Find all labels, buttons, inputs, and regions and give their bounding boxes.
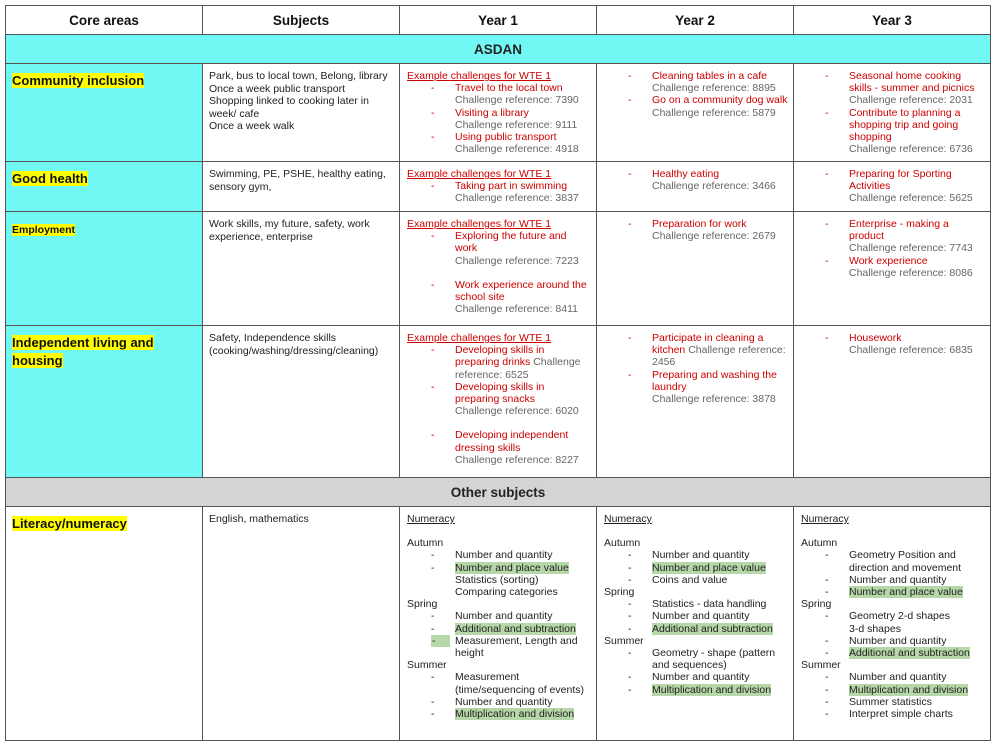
challenge-title: Taking part in swimming [455,180,568,193]
challenge-title: Exploring the future and work [455,230,567,255]
topic: Number and quantity [652,671,750,684]
list-item: - Summer statistics [801,696,985,708]
challenge-reference: Challenge reference: 6525 [455,356,581,381]
asdan-band [6,35,991,64]
list-item: - Multiplication and division [431,708,575,721]
list-item: - Number and quantity [604,549,788,561]
topic: Number and quantity [849,671,947,684]
year-2-cell [597,64,794,162]
list-item: - Coins and value [604,574,788,586]
core-area-label: Community inclusion [12,73,145,88]
list-item: - Additional and subtraction [431,622,576,635]
header-year-2: Year 2 [597,6,794,35]
subjects-cell [203,507,400,741]
topic: Number and quantity [455,695,553,708]
header-subjects: Subjects [203,6,400,35]
challenge-title: Developing independent dressing skills [455,429,569,454]
season-summer: Summer [604,634,644,647]
season-autumn: Autumn [407,537,444,550]
list-item: - Developing independent dressing skills Challenge reference: 8227 [407,429,591,466]
list-item: - Taking part in swimming Challenge reference: 3837 [407,180,591,204]
subject-line: Swimming, PE, PSHE, healthy eating, sensory gym, [209,168,386,193]
list-item: - Contribute to planning a shopping trip and going shopping Challenge reference: 6736 [801,107,985,156]
challenge-title: Preparing for Sporting Activities [849,168,952,193]
table-row [6,64,991,162]
list-item: - Interpret simple charts [801,708,985,720]
challenge-reference: Challenge reference: 7390 [455,94,579,107]
list-item: - Participate in cleaning a kitchen Challenge reference: 2456 [628,332,786,369]
challenge-title: Enterprise - making a product [849,218,949,243]
year-1-cell [400,326,597,478]
challenge-reference: Challenge reference: 5625 [849,192,973,205]
topic-highlighted: Number and place value [849,586,963,599]
topic-highlighted: Additional and subtraction [455,622,576,635]
list-item: - Number and quantity [407,696,591,708]
challenge-title: Go on a community dog walk [652,94,788,107]
list-item: - Preparation for work Challenge reference: 2679 [604,218,788,242]
list-item: - Number and place value [431,561,569,574]
topic: 3-d shapes [849,622,901,635]
subject-line: Park, bus to local town, Belong, library [209,70,388,82]
list-item: - Multiplication and division [825,683,969,696]
table-row [6,162,991,212]
challenge-title: Seasonal home cooking skills - summer and picnics [849,70,975,95]
list-item [801,623,985,635]
curriculum-table [5,5,991,741]
other-subjects-band-label: Other subjects [6,478,991,507]
numeracy-heading: Numeracy [801,513,849,525]
challenge-reference: Challenge reference: 9111 [455,118,578,131]
subject-line: Safety, Independence skills (cooking/washing/dressing/cleaning) [209,332,379,357]
list-item: - Developing skills in preparing drinks Challenge reference: 6525 [431,344,581,381]
list-item: - Visiting a library Challenge reference: 9111 [407,107,591,131]
list-item: - Measurement, Length and height [407,635,591,659]
core-area-cell [6,64,203,162]
list-item: - Measurement (time/sequencing of events) [407,671,591,695]
list-item: - Go on a community dog walk Challenge reference: 5879 [628,94,788,119]
core-area-cell [6,162,203,212]
list-item: - Housework Challenge reference: 6835 [801,332,985,356]
topic-highlighted: Multiplication and division [849,683,969,696]
challenge-reference: Challenge reference: 7223 [455,254,579,267]
challenge-title: Developing skills in preparing snacks [455,380,545,406]
list-item: - Multiplication and division [628,683,772,696]
list-item: - Preparing and washing the laundry Challenge reference: 3878 [604,369,788,406]
year-2-cell [597,507,794,741]
season-autumn: Autumn [604,537,641,550]
header-core-areas: Core areas [6,6,203,35]
asdan-band-label: ASDAN [6,35,991,64]
topic: Number and quantity [455,549,553,562]
topic: Measurement, Length and height [455,634,578,660]
core-area-label: Employment [12,224,76,236]
subjects-cell [203,64,400,162]
challenge-title: Visiting a library [455,106,529,119]
topic: Number and quantity [849,573,947,586]
topic: Number and quantity [849,634,947,647]
challenge-title: Preparing and washing the laundry [652,368,777,393]
challenge-reference: Challenge reference: 6020 [455,405,579,418]
topic: Geometry - shape (pattern and sequences) [652,647,776,672]
core-area-cell [6,326,203,478]
challenge-title: Cleaning tables in a cafe [652,70,767,82]
challenge-title: Work experience [849,254,928,267]
challenge-reference: Challenge reference: 6835 [849,344,973,357]
challenge-reference: Challenge reference: 3466 [652,180,776,193]
topic-highlighted: Multiplication and division [455,708,575,721]
topic: Coins and value [652,573,728,586]
challenges-heading-link[interactable]: Example challenges for WTE 1 [407,168,552,180]
subjects-cell [203,162,400,212]
challenge-reference: Challenge reference: 8895 [652,82,776,95]
topic-highlighted: Number and place value [455,561,569,574]
challenge-reference: Challenge reference: 8411 [455,303,578,316]
challenges-heading-link[interactable]: Example challenges for WTE 1 [407,70,552,82]
year-3-cell [794,162,991,212]
subject-line: Work skills, my future, safety, work experience, enterprise [209,218,370,243]
list-item: - Number and quantity [801,671,985,683]
year-3-cell [794,326,991,478]
year-2-cell [597,212,794,326]
challenges-heading-link[interactable]: Example challenges for WTE 1 [407,332,552,344]
challenge-reference: Challenge reference: 7743 [849,242,973,255]
year-1-cell [400,162,597,212]
season-autumn: Autumn [801,537,838,550]
header-row [6,6,991,35]
challenge-reference: Challenge reference: 3837 [455,192,579,205]
challenge-title: Preparation for work [652,218,747,230]
list-item: - Additional and subtraction [628,622,773,635]
core-area-label: Good health [12,171,88,186]
list-item: - Preparing for Sporting Activities Challenge reference: 5625 [801,168,985,205]
challenge-title: Participate in cleaning a kitchen [652,332,764,357]
list-item: - Travel to the local town Challenge reference: 7390 [407,82,591,106]
subject-line: Once a week walk [209,120,295,133]
table-row [6,326,991,478]
header-year-3: Year 3 [794,6,991,35]
year-3-cell [794,507,991,741]
list-item: - Healthy eating Challenge reference: 3466 [604,168,788,192]
topic: Statistics - data handling [652,598,767,611]
challenge-reference: Challenge reference: 8227 [455,453,579,466]
challenge-title: Housework [849,332,902,344]
list-item: - Geometry - shape (pattern and sequences) [604,647,788,671]
challenge-title: Developing skills in preparing drinks [455,344,545,369]
numeracy-heading: Numeracy [604,513,652,525]
list-item: - Enterprise - making a product Challenge reference: 7743 [801,218,985,255]
challenges-heading-link[interactable]: Example challenges for WTE 1 [407,218,552,230]
core-area-cell [6,212,203,326]
list-item: - Number and quantity [407,549,591,561]
table-row [6,212,991,326]
season-summer: Summer [801,659,841,672]
season-summer: Summer [407,659,447,672]
season-spring: Spring [801,598,832,611]
topic: Interpret simple charts [849,708,953,721]
season-spring: Spring [407,598,438,611]
topic: Number and quantity [652,610,750,623]
header-year-1: Year 1 [400,6,597,35]
year-2-cell [597,162,794,212]
list-item: - Number and place value [628,561,766,574]
list-item: - Number and quantity [801,574,985,586]
challenge-reference: Challenge reference: 2031 [849,94,973,107]
table-row [6,507,991,741]
list-item: - Geometry 2-d shapes [801,610,985,622]
challenge-title: Healthy eating [652,168,720,180]
challenge-reference: Challenge reference: 4918 [455,143,579,156]
list-item: - Number and quantity [801,635,985,647]
list-item: - Work experience Challenge reference: 8086 [801,255,985,279]
list-item: - Number and quantity [604,671,788,683]
subject-line: Once a week public transport [209,82,345,95]
challenge-reference: Challenge reference: 8086 [849,266,973,279]
core-area-cell [6,507,203,741]
subjects-cell [203,326,400,478]
core-area-label: Literacy/numeracy [12,516,127,531]
numeracy-heading: Numeracy [407,513,455,525]
list-item: - Cleaning tables in a cafe Challenge reference: 8895 [604,70,788,94]
year-3-cell [794,64,991,162]
list-item: - Exploring the future and work Challenge reference: 7223 [407,230,591,267]
list-item: - Developing skills in preparing snacks Challenge reference: 6020 [407,381,591,418]
topic: Number and quantity [652,549,750,562]
subjects-cell [203,212,400,326]
challenge-reference: Challenge reference: 2456 [652,344,786,369]
topic: Statistics (sorting) [455,573,539,586]
other-subjects-band [6,478,991,507]
topic: Summer statistics [849,695,932,708]
year-1-cell [400,212,597,326]
topic: Comparing categories [455,586,558,599]
challenge-reference: Challenge reference: 5879 [652,106,776,119]
year-1-cell [400,64,597,162]
topic: Number and quantity [455,610,553,623]
list-item: - Geometry Position and direction and movement [801,549,985,573]
challenge-title: Using public transport [455,131,557,144]
list-item: - Using public transport Challenge reference: 4918 [407,131,591,155]
list-item [407,574,591,586]
year-2-cell [597,326,794,478]
challenge-title: Contribute to planning a shopping trip and going shopping [849,106,961,144]
topic-highlighted: Multiplication and division [652,683,772,696]
list-item: - Statistics - data handling [604,598,788,610]
topic-highlighted: Additional and subtraction [652,622,773,635]
subject-line: Shopping linked to cooking later in week/ cafe [209,95,369,120]
list-item: - Number and quantity [604,610,788,622]
topic: Geometry Position and direction and movement [849,549,962,574]
season-spring: Spring [604,586,635,599]
topic-highlighted: Number and place value [652,561,766,574]
year-3-cell [794,212,991,326]
list-item: - Seasonal home cooking skills - summer and picnics Challenge reference: 2031 [801,70,985,107]
challenge-title: Travel to the local town [455,82,563,95]
year-1-cell [400,507,597,741]
topic-highlighted: Additional and subtraction [849,647,970,660]
list-item: - Additional and subtraction [825,647,970,660]
list-item: - Work experience around the school site Challenge reference: 8411 [407,279,591,316]
list-item: - Number and place value [825,586,963,599]
challenge-reference: Challenge reference: 2679 [652,230,776,243]
list-item [407,586,591,598]
challenge-reference: Challenge reference: 3878 [652,393,776,406]
topic: Measurement (time/sequencing of events) [455,671,584,696]
subject-line: English, mathematics [209,513,309,525]
challenge-reference: Challenge reference: 6736 [849,143,973,156]
topic: Geometry 2-d shapes [849,610,950,623]
core-area-label: Independent living and housing [12,335,154,368]
challenge-title: Work experience around the school site [455,278,587,304]
list-item: - Number and quantity [407,610,591,622]
